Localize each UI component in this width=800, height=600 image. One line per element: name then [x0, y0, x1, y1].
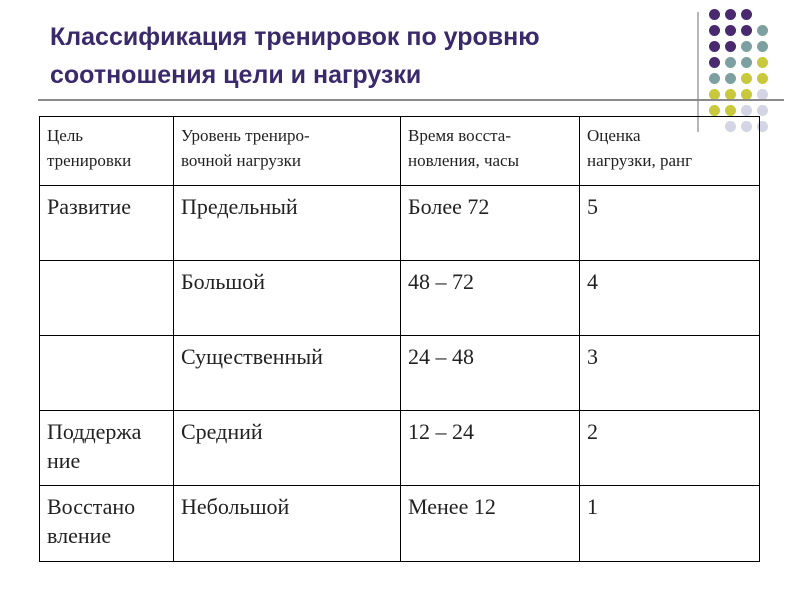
decor-dot: [725, 57, 736, 68]
header-load-rank: Оценка нагрузки, ранг: [580, 117, 760, 186]
table-row: [40, 411, 760, 486]
table-row: [40, 336, 760, 411]
table-row: [40, 261, 760, 336]
decor-dot: [725, 105, 736, 116]
cell-load-rank: 2: [580, 411, 760, 486]
header-recovery-time: Время восста- новления, часы: [401, 117, 580, 186]
cell-goal: [40, 336, 174, 411]
cell-load-level: Небольшой: [174, 486, 401, 562]
decor-dot: [757, 41, 768, 52]
decor-dot: [757, 105, 768, 116]
decor-dot: [709, 73, 720, 84]
decor-dot: [741, 41, 752, 52]
cell-goal: Развитие: [40, 186, 174, 261]
cell-load-level: Средний: [174, 411, 401, 486]
decor-dot: [757, 57, 768, 68]
decor-dot: [709, 9, 720, 20]
cell-recovery-time: 12 – 24: [401, 411, 580, 486]
cell-recovery-time: 48 – 72: [401, 261, 580, 336]
decor-dot: [709, 105, 720, 116]
decor-dot: [709, 25, 720, 36]
title-line-2: соотношения цели и нагрузки: [50, 61, 422, 89]
decorative-dot-grid: [709, 9, 773, 129]
decor-dot: [725, 25, 736, 36]
decor-dot: [741, 25, 752, 36]
title-line-1: Классификация тренировок по уровню: [50, 23, 540, 51]
table-row: [40, 486, 760, 562]
cell-load-rank: 3: [580, 336, 760, 411]
cell-load-level: Существенный: [174, 336, 401, 411]
header-load-level: Уровень трениро- вочной нагрузки: [174, 117, 401, 186]
decor-dot: [741, 73, 752, 84]
cell-recovery-time: Более 72: [401, 186, 580, 261]
decor-dot: [725, 9, 736, 20]
slide-title: [50, 18, 650, 94]
cell-goal: Восстано вление: [40, 486, 174, 562]
cell-load-rank: 1: [580, 486, 760, 562]
table-header-row: [40, 117, 760, 186]
title-underline: [38, 99, 784, 101]
decor-dot: [709, 57, 720, 68]
cell-goal: Поддержа ние: [40, 411, 174, 486]
decor-dot: [741, 57, 752, 68]
decor-dot: [741, 9, 752, 20]
decor-dot: [757, 25, 768, 36]
cell-goal: [40, 261, 174, 336]
training-classification-table: [39, 116, 760, 562]
decor-dot: [757, 73, 768, 84]
cell-load-level: Большой: [174, 261, 401, 336]
cell-recovery-time: Менее 12: [401, 486, 580, 562]
cell-load-level: Предельный: [174, 186, 401, 261]
header-goal: Цель тренировки: [40, 117, 174, 186]
cell-load-rank: 4: [580, 261, 760, 336]
decor-dot: [725, 41, 736, 52]
cell-load-rank: 5: [580, 186, 760, 261]
cell-recovery-time: 24 – 48: [401, 336, 580, 411]
table-row: [40, 186, 760, 261]
decor-dot: [741, 105, 752, 116]
decorative-vertical-line: [697, 12, 699, 132]
decor-dot: [709, 41, 720, 52]
decor-dot: [725, 73, 736, 84]
